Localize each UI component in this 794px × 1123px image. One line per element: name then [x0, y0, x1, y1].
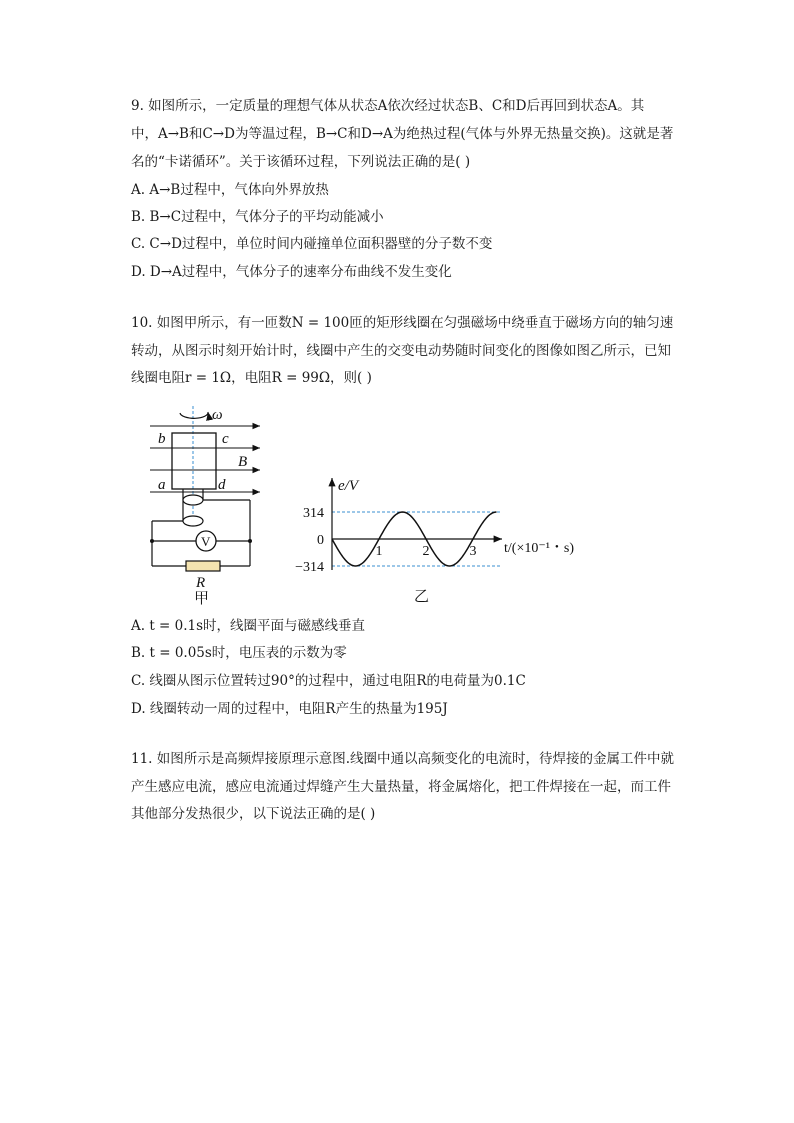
y-tick-label: 0 [317, 533, 324, 548]
q9-option-b: B. B→C过程中，气体分子的平均动能减小 [131, 209, 384, 225]
figure-caption-yi: 乙 [414, 589, 430, 605]
q10-stem-line-1: 10. 如图甲所示，有一匝数N = 100匝的矩形线圈在匀强磁场中绕垂直于磁场方向的轴匀速 [131, 315, 674, 331]
figure-generator-circuit [140, 400, 280, 610]
slip-ring-upper [183, 495, 203, 505]
q10-option-d: D. 线圈转动一周的过程中，电阻R产生的热量为195J [131, 701, 448, 717]
q9-option-a: A. A→B过程中，气体向外界放热 [131, 182, 329, 198]
y-tick-label: −314 [295, 560, 324, 575]
figure-emf-chart [290, 470, 610, 610]
q11-stem-line-2: 产生感应电流，感应电流通过焊缝产生大量热量，将金属熔化，把工件焊接在一起，而工件 [131, 779, 671, 795]
q10-stem-line-2: 转动，从图示时刻开始计时，线圈中产生的交变电动势随时间变化的图像如图乙所示，已知 [131, 343, 671, 359]
q9-stem-line-1: 9. 如图所示，一定质量的理想气体从状态A依次经过状态B、C和D后再回到状态A。其 [131, 98, 645, 114]
omega-arrow-icon [180, 412, 208, 418]
x-tick-label: 2 [422, 544, 430, 559]
q11-stem-line-3: 其他部分发热很少，以下说法正确的是( ) [131, 806, 376, 822]
y-axis-label: e/V [338, 478, 358, 494]
q10-stem-line-3: 线圈电阻r = 1Ω，电阻R = 99Ω，则( ) [131, 370, 372, 386]
q9-stem-line-2: 中，A→B和C→D为等温过程，B→C和D→A为绝热过程(气体与外界无热量交换)。这就是著 [131, 126, 674, 142]
y-tick-label: 314 [303, 506, 324, 521]
x-axis-label: t/(×10⁻¹・s) [504, 541, 575, 556]
omega-label: ω [212, 407, 223, 423]
q11-stem-line-1: 11. 如图所示是高频焊接原理示意图.线圈中通以高频变化的电流时，待焊接的金属工件中就 [131, 751, 675, 767]
q9-option-c: C. C→D过程中，单位时间内碰撞单位面积器壁的分子数不变 [131, 236, 493, 252]
label-b: b [158, 431, 166, 447]
q9-option-d: D. D→A过程中，气体分子的速率分布曲线不发生变化 [131, 264, 452, 280]
figure-caption-jia: 甲 [194, 591, 210, 607]
q10-option-b: B. t = 0.05s时，电压表的示数为零 [131, 645, 347, 661]
label-c: c [222, 431, 229, 447]
q9-stem-line-3: 名的“卡诺循环”。关于该循环过程，下列说法正确的是( ) [131, 154, 471, 170]
label-a: a [158, 477, 166, 493]
q10-option-c: C. 线圈从图示位置转过90°的过程中，通过电阻R的电荷量为0.1C [131, 673, 526, 689]
coil-rectangle [172, 433, 216, 489]
slip-ring-lower [183, 516, 203, 526]
q10-option-a: A. t = 0.1s时，线圈平面与磁感线垂直 [131, 618, 366, 634]
label-d: d [218, 477, 226, 493]
x-tick-label: 1 [375, 544, 383, 559]
label-R: R [196, 575, 206, 591]
label-field-B: B [238, 454, 248, 470]
resistor [186, 561, 220, 571]
voltmeter-label: V [201, 534, 211, 549]
x-tick-label: 3 [469, 544, 477, 559]
